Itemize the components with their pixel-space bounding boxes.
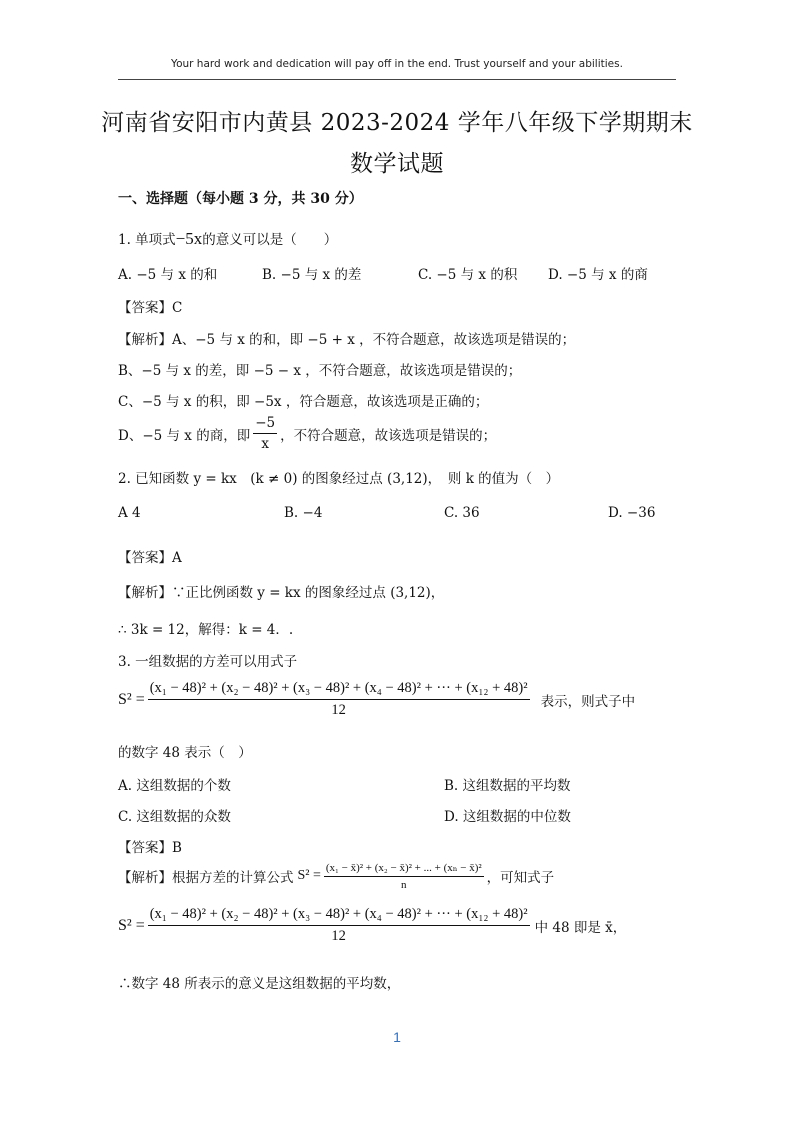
formula-after-text: 中 48 即是 x̄，	[534, 919, 627, 936]
q3-answer: 【答案】B	[118, 840, 182, 856]
q1-answer: 【答案】C	[118, 300, 183, 316]
fraction-denominator: n	[401, 879, 407, 891]
q1-option-b: B. −5 与 x 的差	[262, 267, 362, 283]
q1-option-a: A. −5 与 x 的和	[118, 267, 218, 283]
formula-lhs: S² =	[118, 690, 145, 708]
section-heading: 一、选择题（每小题 3 分，共 30 分）	[118, 191, 363, 207]
q2-option-a: A 4	[118, 505, 141, 521]
q1-exp-d-suffix: ，不符合题意，故该选项是错误的；	[280, 427, 497, 444]
fraction-numerator: (x₁ − 48)² + (x₂ − 48)² + (x₃ − 48)² + (x₄ − 48)² + ··· + (x₁₂ + 48)²	[148, 680, 530, 700]
fraction-numerator: −5	[253, 415, 277, 434]
fraction-numerator: (x₁ − x̄)² + (x₂ − x̄)² + ... + (xₙ − x̄)²	[324, 861, 484, 877]
header-divider	[118, 79, 676, 80]
q1-option-d: D. −5 与 x 的商	[548, 267, 648, 283]
q3-variance-formula	[118, 680, 635, 719]
page-title-line1: 河南省安阳市内黄县 2023-2024 学年八年级下学期期末	[101, 110, 693, 136]
q1-explanation-c: C、−5 与 x 的积，即 −5x ，符合题意，故该选项是正确的；	[118, 394, 489, 410]
fraction-denominator: 12	[331, 702, 346, 718]
q2-option-b: B. −4	[284, 505, 323, 521]
formula-after-text: 表示，则式子中	[540, 693, 636, 710]
q2-explanation-2: ∴ 3k = 12，解得：k = 4．.	[118, 622, 294, 638]
q3-exp-prefix: 【解析】根据方差的计算公式	[118, 870, 294, 886]
q1-exp-d-prefix: D、−5 与 x 的商，即	[118, 427, 251, 444]
q3-option-a: A. 这组数据的个数	[118, 778, 231, 794]
q1-explanation-b: B、−5 与 x 的差，即 −5 − x ，不符合题意，故该选项是错误的；	[118, 363, 522, 379]
formula-fraction	[148, 680, 530, 719]
q3-exp-lhs: S² =	[297, 868, 321, 883]
q1-stem-prefix: 1. 单项式	[118, 232, 176, 248]
q3-option-d: D. 这组数据的中位数	[444, 809, 571, 825]
q1-option-c: C. −5 与 x 的积	[418, 267, 518, 283]
q2-stem: 2. 已知函数 y = kx (k ≠ 0) 的图象经过点 (3,12)， 则 k 的值为（ ）	[118, 471, 560, 487]
q1-stem-expr: −5x	[175, 229, 203, 248]
q1-stem	[118, 228, 337, 249]
q2-explanation-1: 【解析】∵正比例函数 y = kx 的图象经过点 (3,12)，	[118, 585, 445, 601]
q3-option-c: C. 这组数据的众数	[118, 809, 231, 825]
q3-explanation-2	[118, 906, 626, 945]
q1-explanation-d	[118, 415, 496, 452]
q3-stem-continued: 的数字 48 表示（ ）	[118, 745, 252, 761]
q3-explanation-3: ∴数字 48 所表示的意义是这组数据的平均数，	[118, 976, 401, 992]
q2-answer: 【答案】A	[118, 550, 182, 566]
formula-lhs: S² =	[118, 916, 145, 934]
q3-exp-suffix: ，可知式子	[486, 870, 555, 886]
formula-fraction	[148, 906, 530, 945]
q2-option-c: C. 36	[444, 505, 480, 521]
q3-exp-fraction	[324, 861, 484, 891]
fraction-denominator: x	[261, 436, 269, 452]
q3-option-b: B. 这组数据的平均数	[444, 778, 571, 794]
q1-explanation-a: 【解析】A、−5 与 x 的和，即 −5 + x ，不符合题意，故该选项是错误的；	[118, 332, 576, 348]
fraction-numerator: (x₁ − 48)² + (x₂ − 48)² + (x₃ − 48)² + (x₄ − 48)² + ··· + (x₁₂ + 48)²	[148, 906, 530, 926]
q3-stem: 3. 一组数据的方差可以用式子	[118, 654, 298, 670]
q1-stem-suffix: 的意义可以是（ ）	[202, 232, 338, 248]
fraction-denominator: 12	[331, 928, 346, 944]
page-title-line2: 数学试题	[350, 151, 444, 177]
page-number: 1	[393, 1029, 401, 1045]
header-motto: Your hard work and dedication will pay off in the end. Trust yourself and your abilities.	[171, 58, 623, 70]
q2-option-d: D. −36	[608, 505, 656, 521]
q3-explanation-1	[118, 861, 554, 891]
q1-exp-d-fraction	[253, 415, 277, 452]
